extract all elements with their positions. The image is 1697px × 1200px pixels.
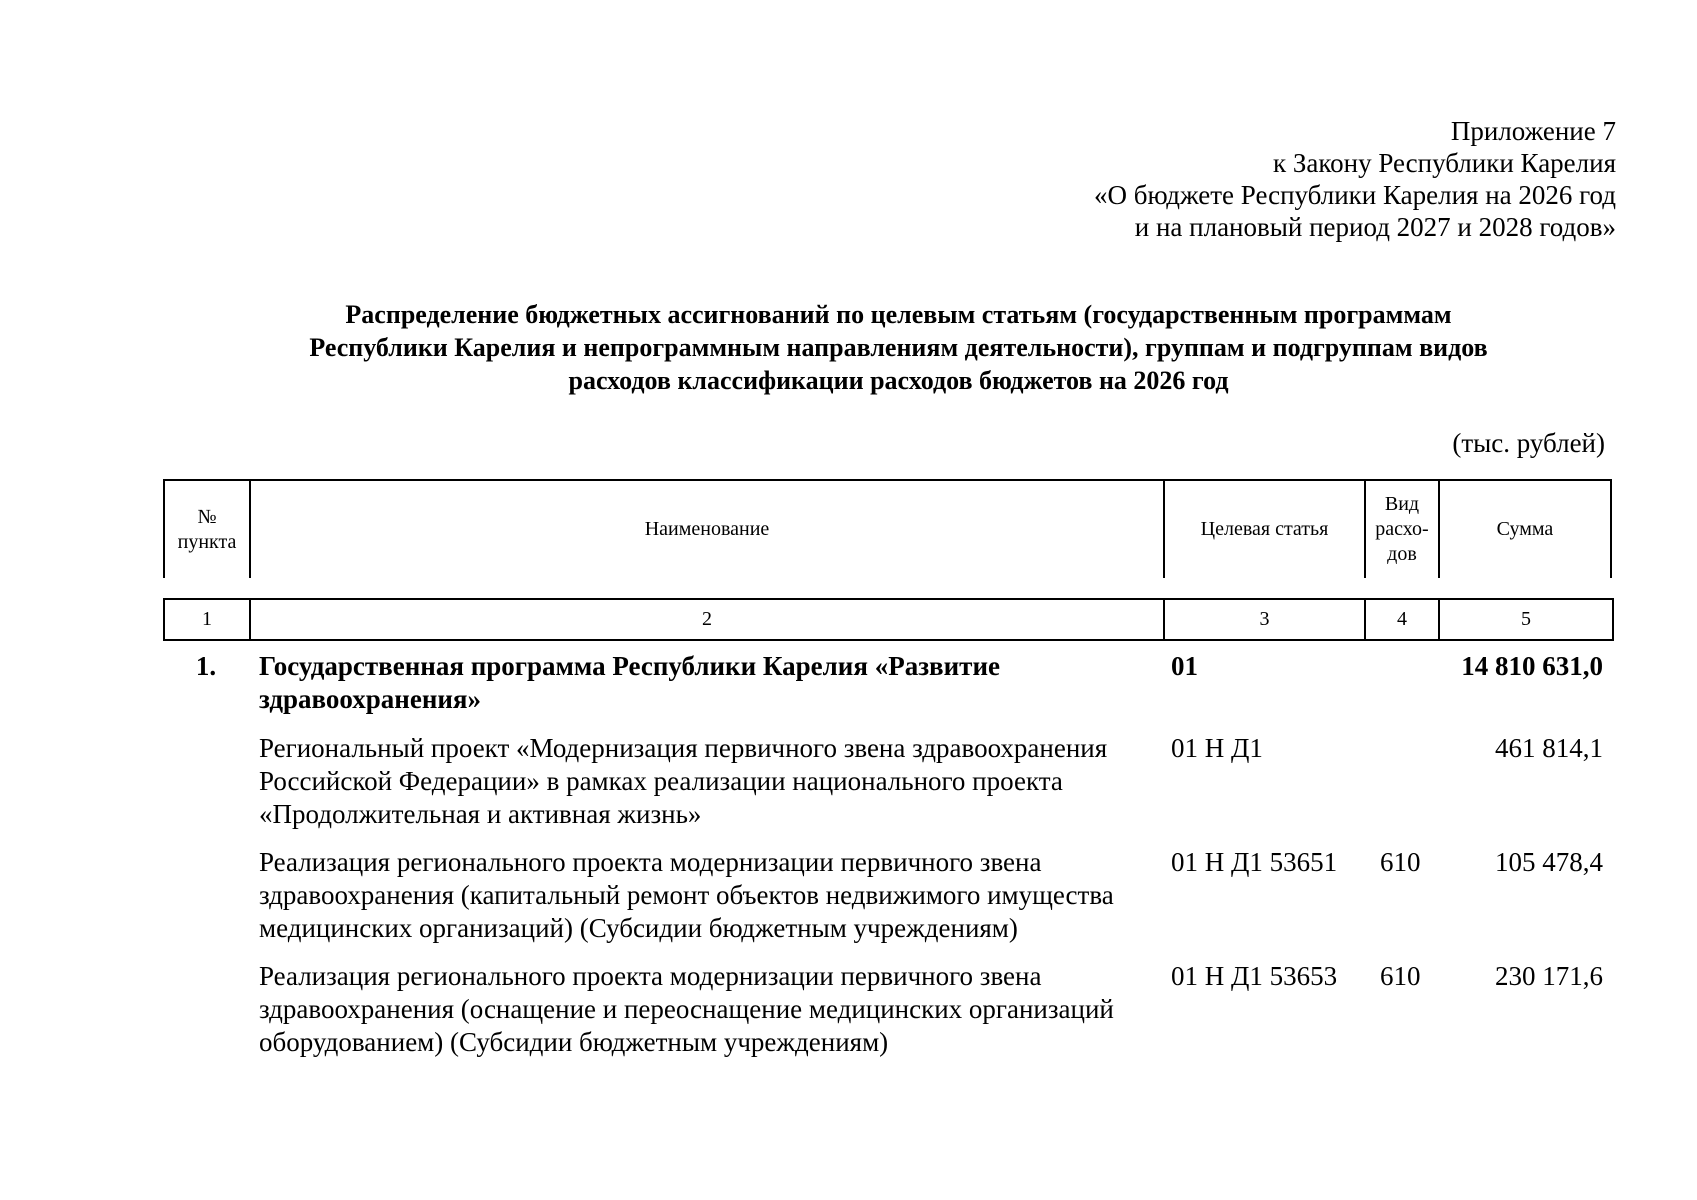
column-number: 2 [249,600,1163,639]
row-code: 01 Н Д1 [1171,733,1263,763]
header-code: Целевая статья [1163,481,1364,578]
header-sum: Сумма [1438,481,1612,578]
row-sum: 230 171,6 [1495,961,1603,991]
row-sum: 461 814,1 [1495,733,1603,763]
table-row [163,846,1612,960]
appendix-line: Приложение 7 [1450,116,1616,146]
header-num-label: пункта [177,530,237,553]
units-label: (тыс. рублей) [1452,428,1605,458]
header-vid-line: Вид [1384,493,1420,515]
row-sum: 105 478,4 [1495,847,1603,877]
column-number: 3 [1163,600,1364,639]
header-name: Наименование [249,481,1163,578]
row-code: 01 Н Д1 53653 [1171,961,1338,991]
table-header [163,479,1612,578]
header-num [163,481,249,578]
column-number: 1 [202,608,212,630]
appendix-line: и на плановый период 2027 и 2028 годов» [1134,212,1616,242]
header-num-symbol: № [197,505,217,528]
title-line: Распределение бюджетных ассигнований по целевым статьям (государственным программам [345,300,1452,329]
appendix-line: к Закону Республики Карелия [1273,148,1616,178]
header-vid-line: расхо- [1375,518,1429,540]
row-name: Реализация регионального проекта модернизации первичного звена здравоохранения (оснащение и переоснащение медицинских организаций оборудованием) (Субсидии бюджетным учреждениям) [259,961,1114,1057]
row-name: Реализация регионального проекта модернизации первичного звена здравоохранения (капитальный ремонт объектов недвижимого имущества медицинских организаций) (Субсидии бюджетным учреждениям) [259,847,1114,943]
header-vid-line: дов [1387,543,1417,565]
row-sum: 14 810 631,0 [1461,651,1603,681]
title-line: Республики Карелия и непрограммным направлениям деятельности), группам и подгруппам видов [309,333,1488,362]
column-numbers-row [163,598,1614,641]
table-row [163,732,1612,846]
column-number: 5 [1438,600,1612,639]
row-vid: 610 [1380,961,1421,991]
row-name: Государственная программа Республики Карелия «Развитие здравоохранения» [259,651,1000,714]
title-line: расходов классификации расходов бюджетов на 2026 год [568,366,1229,395]
row-num: 1. [195,651,217,681]
row-name: Региональный проект «Модернизация первичного звена здравоохранения Российской Федерации» в рамках реализации национального проекта «Продолжительная и активная жизнь» [259,733,1108,829]
table-body [163,650,1612,1070]
table-row [163,650,1612,732]
row-vid: 610 [1380,847,1421,877]
document-title [150,298,1647,397]
row-code: 01 Н Д1 53651 [1171,847,1338,877]
row-code: 01 [1171,651,1198,681]
column-number: 4 [1364,600,1438,639]
header-vid [1364,481,1438,578]
appendix-line: «О бюджете Республики Карелия на 2026 год [1093,180,1616,210]
table-row [163,960,1612,1070]
appendix-block [1094,115,1616,243]
